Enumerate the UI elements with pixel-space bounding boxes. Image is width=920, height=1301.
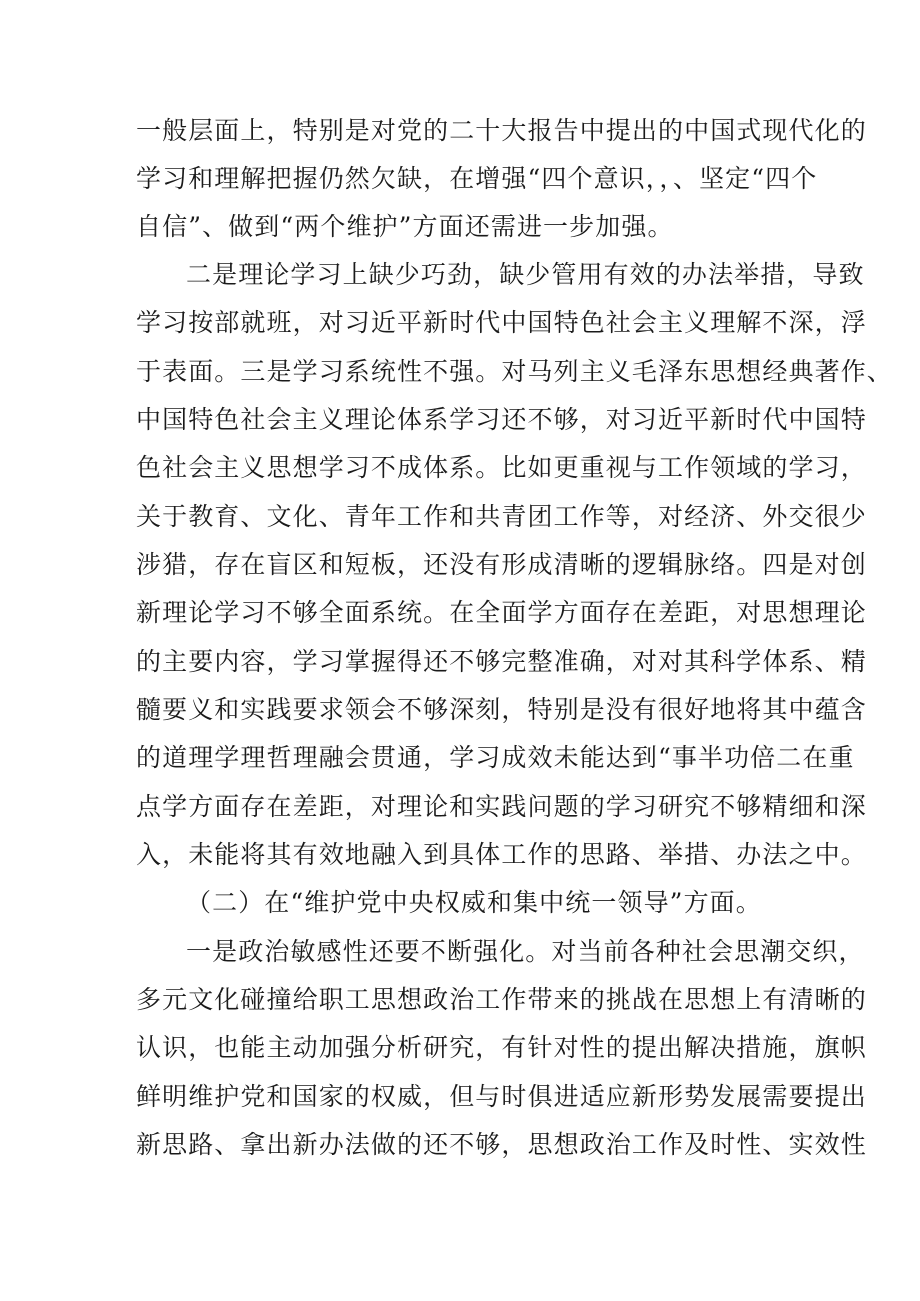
text-line: 学习和理解把握仍然欠缺，在增强“四个意识，，、坚定“四个 bbox=[136, 164, 818, 193]
section-heading: （二）在“维护党中央权威和集中统一领导”方面。 bbox=[186, 888, 762, 917]
text-line: 中国特色社会主义理论体系学习还不够，对习近平新时代中国特 bbox=[136, 405, 867, 434]
text-line: 色社会主义思想学习不成体系。比如更重视与工作领域的学习， bbox=[136, 453, 867, 482]
text-line: 一般层面上，特别是对党的二十大报告中提出的中国式现代化的 bbox=[136, 116, 867, 145]
text-line: 多元文化碰撞给职工思想政治工作带来的挑战在思想上有清晰的 bbox=[136, 985, 867, 1014]
text-line: 于表面。三是学习系统性不强。对马列主义毛泽东思想经典著作、 bbox=[136, 357, 893, 386]
text-line: 涉猎，存在盲区和短板，还没有形成清晰的逻辑脉络。四是对创 bbox=[136, 550, 867, 579]
text-line: 髓要义和实践要求领会不够深刻，特别是没有很好地将其中蕴含 bbox=[136, 695, 867, 724]
text-line: 的主要内容，学习掌握得还不够完整准确，对对其科学体系、精 bbox=[136, 647, 867, 676]
text-line: 自信”、做到“两个维护”方面还需进一步加强。 bbox=[136, 212, 674, 241]
text-line: 新理论学习不够全面系统。在全面学方面存在差距，对思想理论 bbox=[136, 598, 867, 627]
text-line: 新思路、拿出新办法做的还不够，思想政治工作及时性、实效性 bbox=[136, 1130, 867, 1159]
text-line: 学习按部就班，对习近平新时代中国特色社会主义理解不深，浮 bbox=[136, 308, 867, 337]
text-line: 认识，也能主动加强分析研究，有针对性的提出解决措施，旗帜 bbox=[136, 1033, 867, 1062]
text-line: 的道理学理哲理融会贯通，学习成效未能达到“事半功倍二在重 bbox=[136, 743, 855, 772]
text-line: 关于教育、文化、青年工作和共青团工作等，对经济、外交很少 bbox=[136, 502, 867, 531]
paragraph-first-line: 一是政治敏感性还要不断强化。对当前各种社会思潮交织， bbox=[186, 937, 865, 966]
paragraph-first-line: 二是理论学习上缺少巧劲，缺少管用有效的办法举措，导致 bbox=[186, 260, 865, 289]
text-line: 鲜明维护党和国家的权威，但与时俱进适应新形势发展需要提出 bbox=[136, 1082, 867, 1111]
text-line: 点学方面存在差距，对理论和实践问题的学习研究不够精细和深 bbox=[136, 792, 867, 821]
text-line: 入，未能将其有效地融入到具体工作的思路、举措、办法之中。 bbox=[136, 840, 867, 869]
